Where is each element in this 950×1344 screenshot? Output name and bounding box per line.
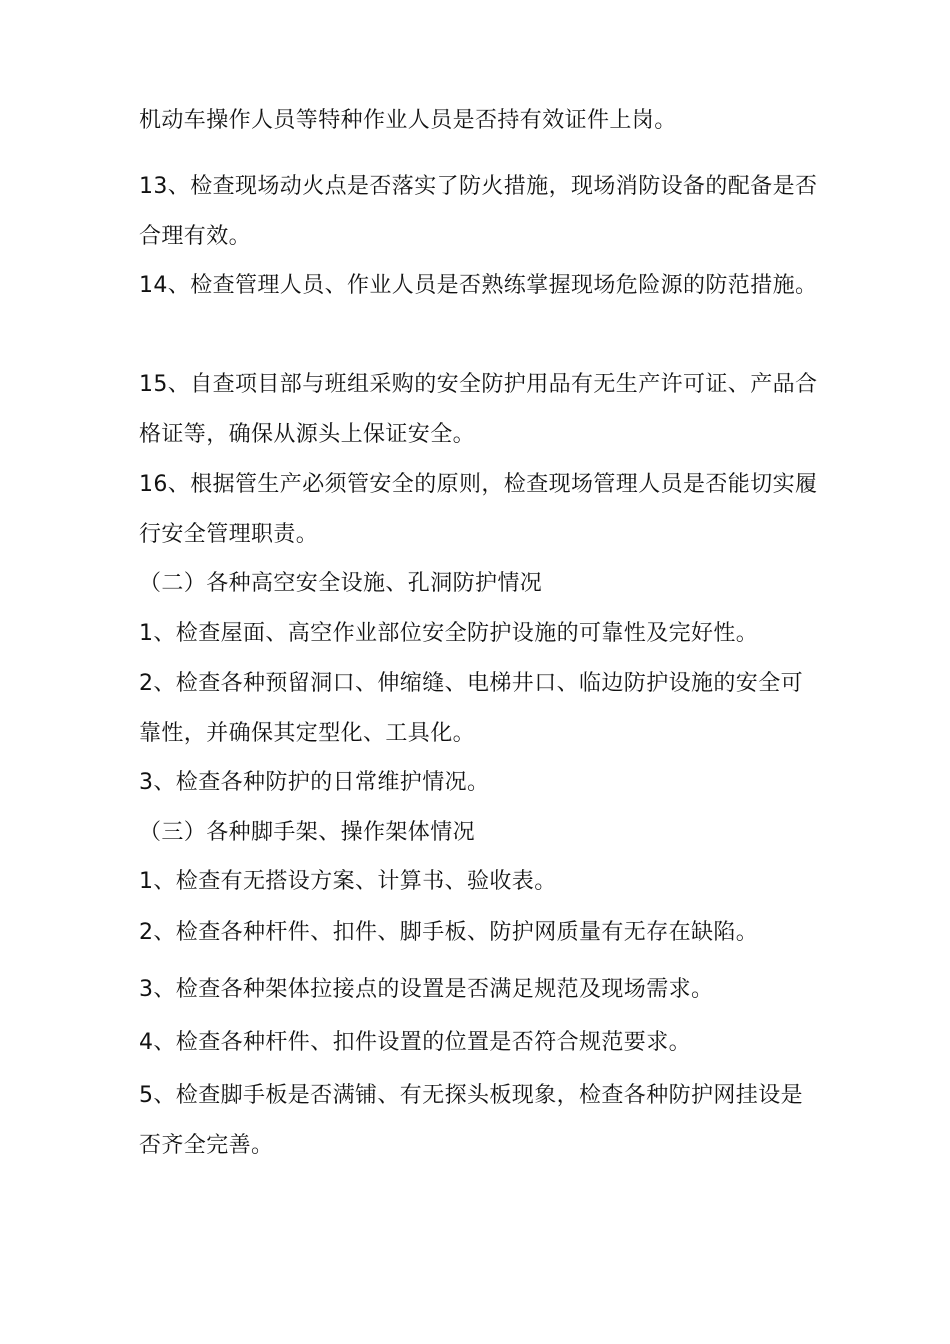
section2-item-1: 1、检查屋面、高空作业部位安全防护设施的可靠性及完好性。: [139, 621, 759, 646]
section-heading-2: （二）各种高空安全设施、孔洞防护情况: [139, 571, 543, 596]
section3-item-1: 1、检查有无搭设方案、计算书、验收表。: [139, 869, 557, 894]
paragraph-item-15: 15、自查项目部与班组采购的安全防护用品有无生产许可证、产品合格证等，确保从源头上保证安全。: [139, 372, 818, 447]
paragraph-item-16: 16、根据管生产必须管安全的原则，检查现场管理人员是否能切实履行安全管理职责。: [139, 472, 818, 547]
section3-item-3: 3、检查各种架体拉接点的设置是否满足规范及现场需求。: [139, 977, 714, 1002]
section3-item-5: 5、检查脚手板是否满铺、有无探头板现象，检查各种防护网挂设是否齐全完善。: [139, 1083, 803, 1158]
paragraph-item-14: 14、检查管理人员、作业人员是否熟练掌握现场危险源的防范措施。: [139, 273, 818, 298]
paragraph-continuation: 机动车操作人员等特种作业人员是否持有效证件上岗。: [139, 108, 677, 133]
section3-item-2: 2、检查各种杆件、扣件、脚手板、防护网质量有无存在缺陷。: [139, 920, 759, 945]
section-heading-3: （三）各种脚手架、操作架体情况: [139, 820, 476, 845]
section3-item-4: 4、检查各种杆件、扣件设置的位置是否符合规范要求。: [139, 1030, 691, 1055]
section2-item-2: 2、检查各种预留洞口、伸缩缝、电梯井口、临边防护设施的安全可靠性，并确保其定型化、工具化。: [139, 671, 803, 746]
section2-item-3: 3、检查各种防护的日常维护情况。: [139, 770, 490, 795]
paragraph-item-13: 13、检查现场动火点是否落实了防火措施，现场消防设备的配备是否合理有效。: [139, 174, 818, 249]
